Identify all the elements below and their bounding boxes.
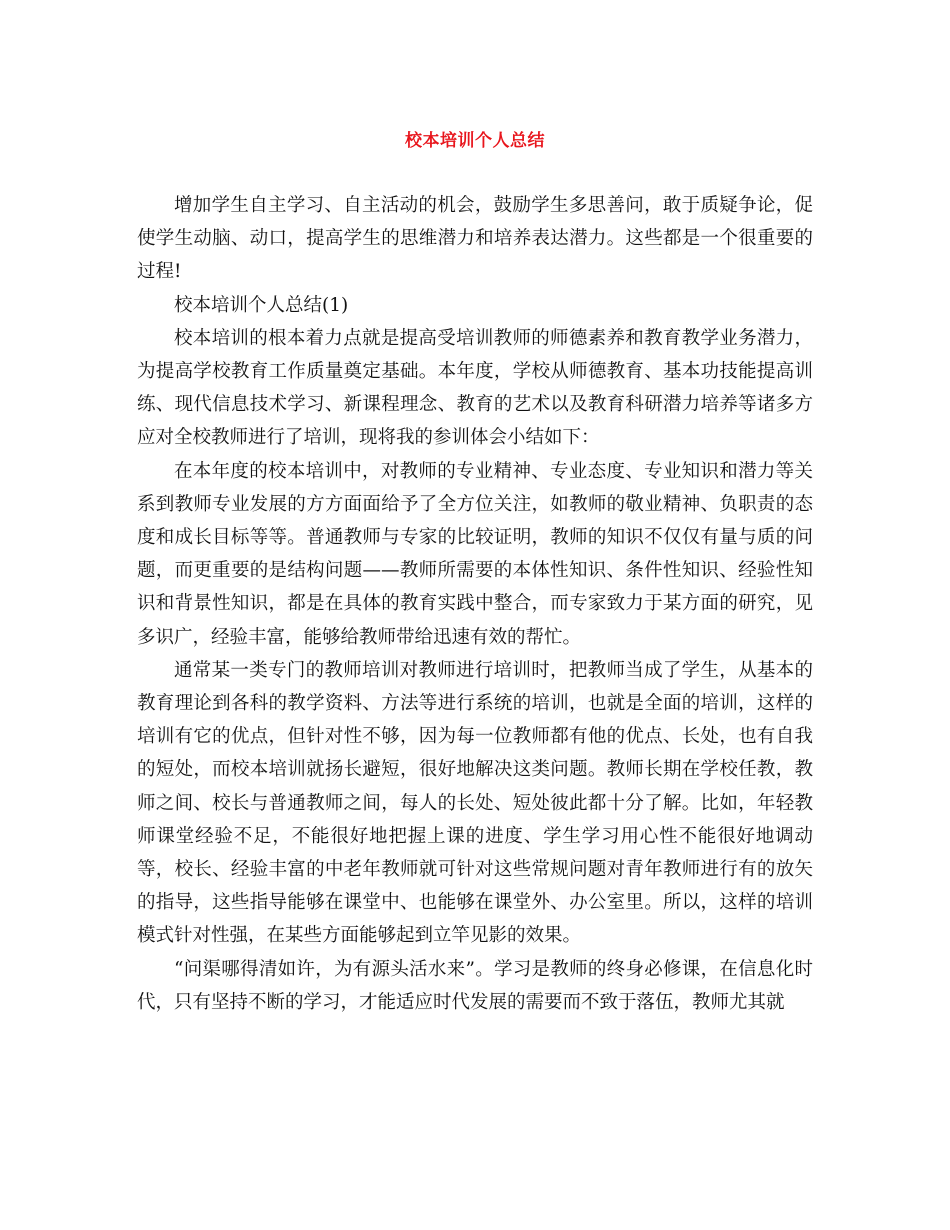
paragraph-foundation: 校本培训的根本着力点就是提高受培训教师的师德素养和教育教学业务潜力，为提高学校教育工作质量奠定基础。本年度，学校从师德教育、基本功技能提高训练、现代信息技术学习、新课程理念、教育的艺术以及教育科研潜力培养等诸多方应对全校教师进行了培训，现将我的参训体会小结如下：: [137, 327, 813, 449]
paragraph-lifelong-learning: “问渠哪得清如许，为有源头活水来”。学习是教师的终身必修课，在信息化时代，只有坚持不断的学习，才能适应时代发展的需要而不致于落伍，教师尤其就: [137, 958, 813, 1013]
paragraph-intro: 增加学生自主学习、自主活动的机会，鼓励学生多思善问，敢于质疑争论，促使学生动脑、动口，提高学生的思维潜力和培养表达潜力。这些都是一个很重要的过程!: [137, 195, 813, 283]
page-title: 校本培训个人总结: [405, 131, 545, 151]
paragraph-school-based-training: 通常某一类专门的教师培训对教师进行培训时，把教师当成了学生，从基本的教育理论到各科的教学资料、方法等进行系统的培训，也就是全面的培训，这样的培训有它的优点，但针对性不够，因为每一位教师都有他的优点、长处，也有自我的短处，而校本培训就扬长避短，很好地解决这类问题。教师长期在学校任教，教师之间、校长与普通教师之间，每人的长处、短处彼此都十分了解。比如，年轻教师课堂经验不足，不能很好地把握上课的进度、学生学习用心性不能很好地调动等，校长、经验丰富的中老年教师就可针对这些常规问题对青年教师进行有的放矢的指导，这些指导能够在课堂中、也能够在课堂外、办公室里。所以，这样的培训模式针对性强，在某些方面能够起到立竿见影的效果。: [137, 659, 813, 947]
paragraph-professional-development: 在本年度的校本培训中，对教师的专业精神、专业态度、专业知识和潜力等关系到教师专业发展的方方面面给予了全方位关注，如教师的敬业精神、负职责的态度和成长目标等等。普通教师与专家的比较证明，教师的知识不仅仅有量与质的问题，而更重要的是结构问题——教师所需要的本体性知识、条件性知识、经验性知识和背景性知识，都是在具体的教育实践中整合，而专家致力于某方面的研究，见多识广，经验丰富，能够给教师带给迅速有效的帮忙。: [137, 460, 813, 648]
section-heading: 校本培训个人总结(1): [174, 294, 349, 316]
document-body: [137, 189, 813, 1019]
